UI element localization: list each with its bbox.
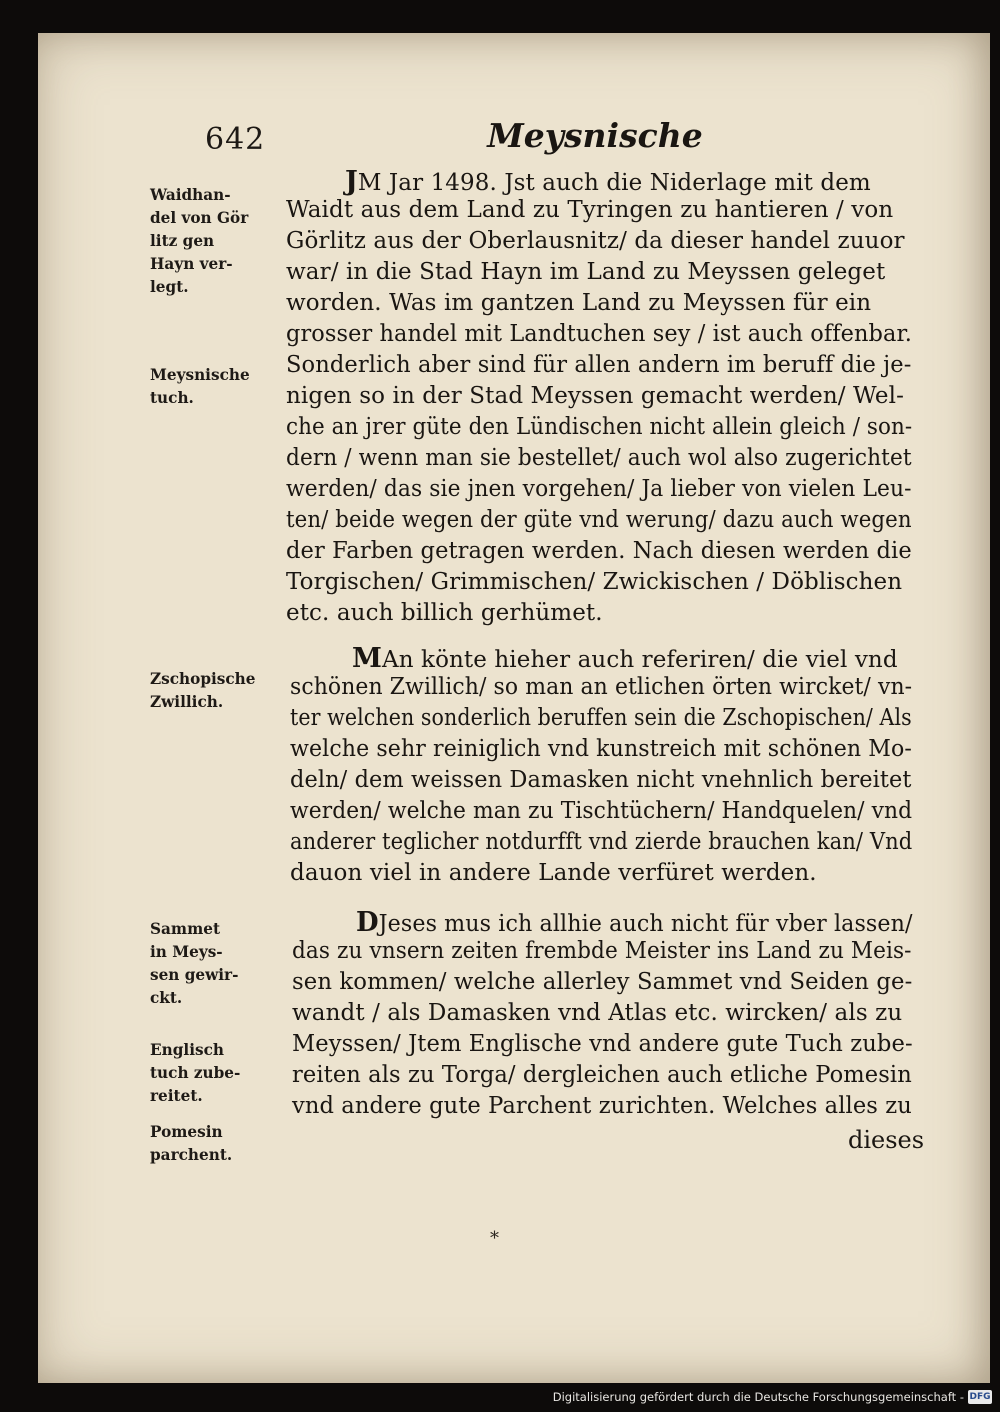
text-line: ter welchen sonderlich beruffen sein die Zschopischen/ Als <box>290 705 912 731</box>
margin-note-line: Pomesin <box>150 1122 223 1141</box>
margin-note-line: Englisch <box>150 1040 225 1059</box>
text-line: Görlitz aus der Oberlausnitz/ da dieser handel zuuor <box>286 228 905 254</box>
margin-note-line: ckt. <box>150 988 183 1007</box>
text-line: deln/ dem weissen Damasken nicht vnehnlich bereitet <box>290 767 912 793</box>
text-line: schönen Zwillich/ so man an etlichen örten wircket/ vn- <box>290 674 913 700</box>
text-line: nigen so in der Stad Meyssen gemacht werden/ Wel- <box>286 383 904 409</box>
text-line: war/ in die Stad Hayn im Land zu Meyssen geleget <box>286 259 886 285</box>
text-line <box>356 907 913 938</box>
margin-note-line: Hayn ver- <box>150 254 233 273</box>
footer-credit: Digitalisierung gefördert durch die Deutsche Forschungsgemeinschaft - <box>552 1390 964 1404</box>
margin-note-line: Waidhan- <box>150 185 231 204</box>
margin-note-line: tuch zube- <box>150 1063 241 1082</box>
text-line: der Farben getragen werden. Nach diesen werden die <box>286 538 912 564</box>
text-line: etc. auch billich gerhümet. <box>286 600 603 626</box>
text-line: reiten als zu Torga/ dergleichen auch etliche Pomesin <box>292 1062 912 1088</box>
text-line: worden. Was im gantzen Land zu Meyssen für ein <box>286 290 872 316</box>
margin-note-sammet <box>150 917 280 1009</box>
margin-note-line: Zschopische <box>150 669 256 688</box>
margin-note-zschopische <box>150 667 280 713</box>
margin-note-line: Zwillich. <box>150 692 224 711</box>
margin-note-line: sen gewir- <box>150 965 239 984</box>
text-line: wandt / als Damasken vnd Atlas etc. wircken/ als zu <box>292 1000 903 1026</box>
margin-note-line: del von Gör <box>150 208 249 227</box>
text-line-content: An könte hieher auch referiren/ die viel vnd <box>382 647 898 673</box>
running-head-text: Meysnische <box>487 116 703 155</box>
margin-note-line: parchent. <box>150 1145 233 1164</box>
text-line: welche sehr reiniglich vnd kunstreich mit schönen Mo- <box>290 736 912 762</box>
text-line-content: Jeses mus ich allhie auch nicht für vber lassen/ <box>378 911 913 937</box>
running-head <box>0 116 1000 155</box>
catchword: dieses <box>848 1126 925 1154</box>
text-line: che an jrer güte den Lündischen nicht allein gleich / son- <box>286 414 913 440</box>
margin-note-meysnische-tuch <box>150 363 280 409</box>
text-line <box>352 643 898 674</box>
drop-cap: D <box>356 907 379 938</box>
text-line: ten/ beide wegen der güte vnd werung/ dazu auch wegen <box>286 507 912 533</box>
text-line: werden/ das sie jnen vorgehen/ Ja lieber von vielen Leu- <box>286 476 912 502</box>
signature-mark: * <box>490 1228 499 1249</box>
margin-note-line: litz gen <box>150 231 215 250</box>
drop-cap: M <box>352 643 382 674</box>
text-line: anderer teglicher notdurfft vnd zierde brauchen kan/ Vnd <box>290 829 913 855</box>
margin-note-line: Sammet <box>150 919 220 938</box>
text-line: das zu vnsern zeiten frembde Meister ins Land zu Meis- <box>292 938 912 964</box>
dfg-logo-icon: DFG <box>969 1392 991 1402</box>
text-line: dern / wenn man sie bestellet/ auch wol also zugerichtet <box>286 445 912 471</box>
margin-note-englisch-tuch <box>150 1038 280 1107</box>
text-line: sen kommen/ welche allerley Sammet vnd Seiden ge- <box>292 969 913 995</box>
text-line: Waidt aus dem Land zu Tyringen zu hantieren / von <box>286 197 894 223</box>
text-line <box>345 166 871 197</box>
text-line: dauon viel in andere Lande verfüret werden. <box>290 860 817 886</box>
margin-note-line: tuch. <box>150 388 194 407</box>
text-line: Meyssen/ Jtem Englische vnd andere gute Tuch zube- <box>292 1031 913 1057</box>
margin-note-waidhandel <box>150 183 280 298</box>
text-line: Sonderlich aber sind für allen andern im beruff die je- <box>286 352 912 378</box>
margin-note-pomesin <box>150 1120 280 1166</box>
text-line: grosser handel mit Landtuchen sey / ist auch offenbar. <box>286 321 913 347</box>
margin-note-line: Meysnische <box>150 365 250 384</box>
text-line-content: M Jar 1498. Jst auch die Niderlage mit dem <box>357 170 871 196</box>
margin-note-line: legt. <box>150 277 189 296</box>
page-number: 642 <box>205 122 266 157</box>
text-line: werden/ welche man zu Tischtüchern/ Handquelen/ vnd <box>290 798 913 824</box>
text-line: vnd andere gute Parchent zurichten. Welches alles zu <box>292 1093 912 1119</box>
text-line: Torgischen/ Grimmischen/ Zwickischen / Döblischen <box>286 569 903 595</box>
margin-note-line: reitet. <box>150 1086 203 1105</box>
drop-cap: J <box>345 166 358 197</box>
margin-note-line: in Meys- <box>150 942 223 961</box>
